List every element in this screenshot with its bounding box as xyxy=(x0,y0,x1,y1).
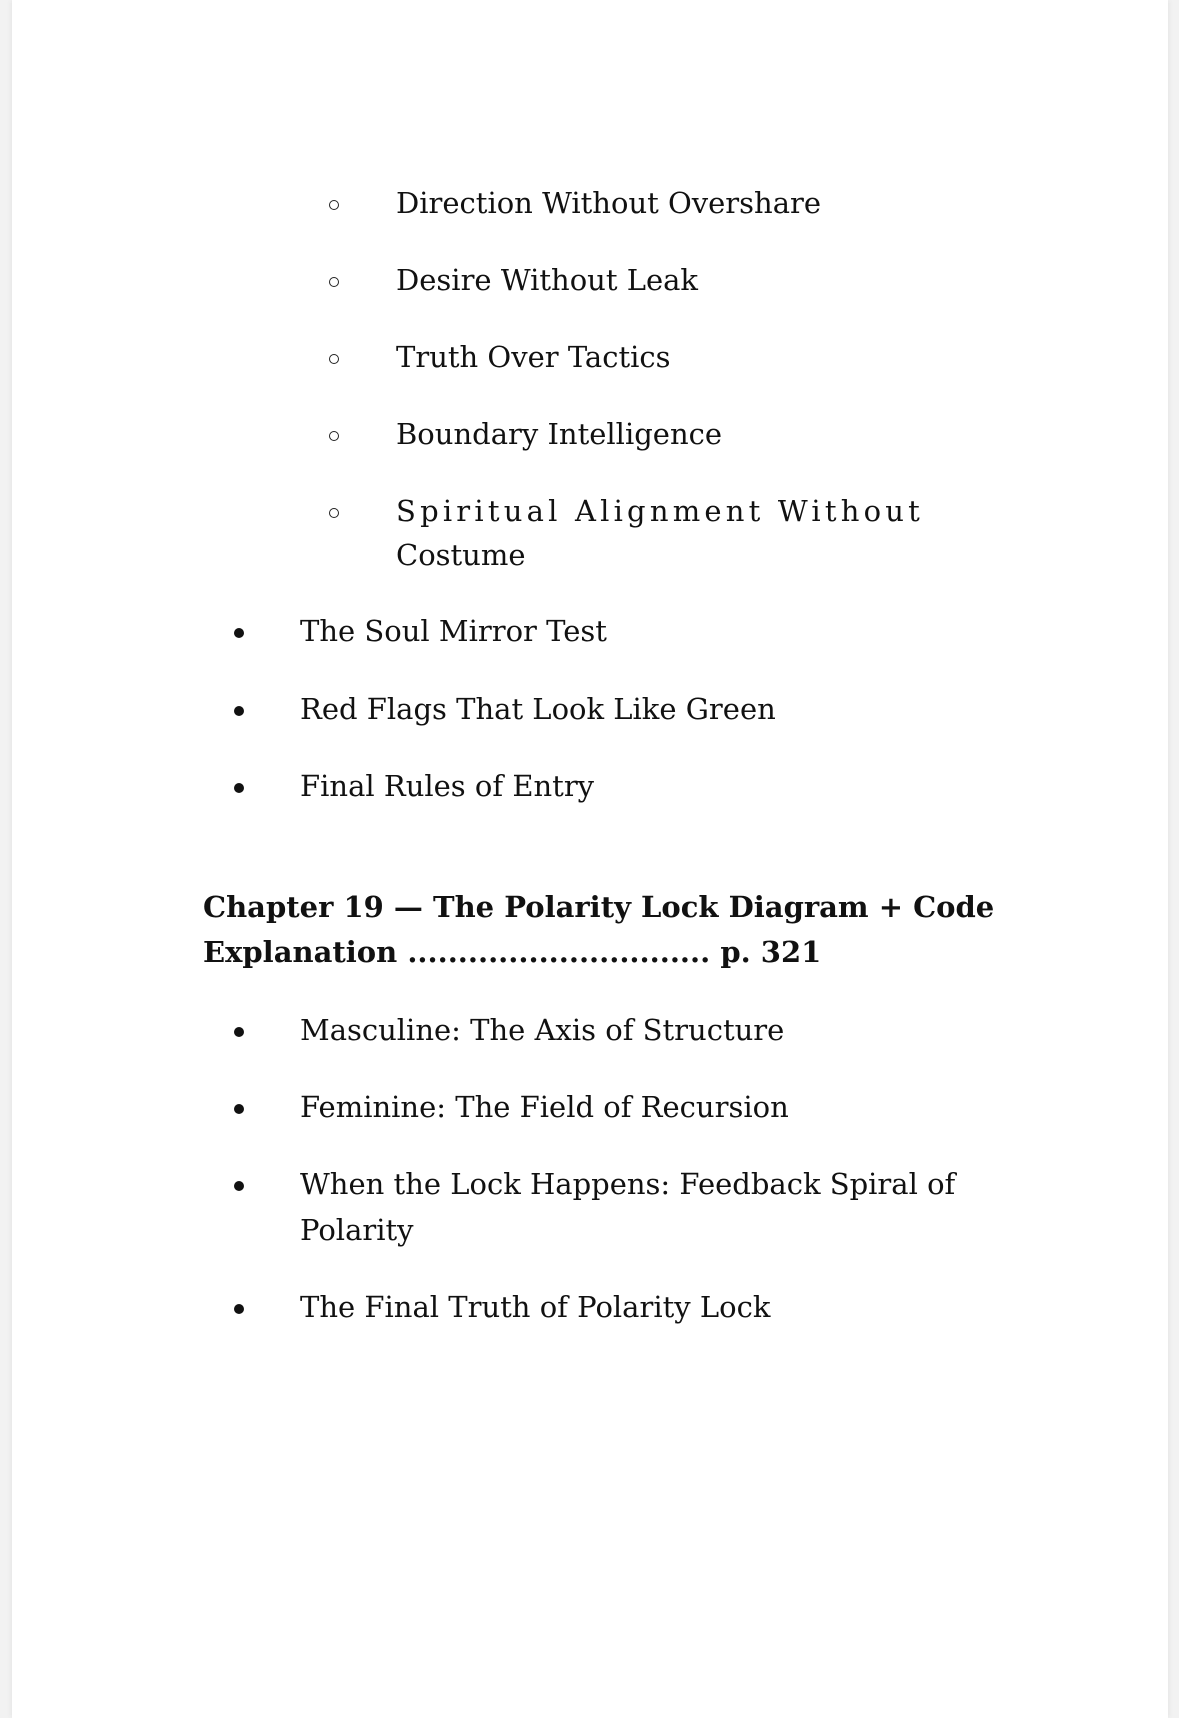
chapter-heading-line-1: Chapter 19 — The Polarity Lock Diagram + Code xyxy=(203,890,995,924)
hollow-bullet-icon xyxy=(329,277,339,287)
sub-list-item: Boundary Intelligence xyxy=(396,417,723,451)
hollow-bullet-icon xyxy=(329,431,339,441)
bullet-icon xyxy=(234,1027,244,1037)
document-page xyxy=(12,0,1168,1718)
toc-leader-dots: .............................. xyxy=(407,935,711,969)
sub-list-item: Direction Without Overshare xyxy=(396,186,822,220)
page-number: p. 321 xyxy=(720,935,822,969)
list-item: Final Rules of Entry xyxy=(300,769,595,803)
bullet-icon xyxy=(234,783,244,793)
bullet-icon xyxy=(234,1181,244,1191)
bullet-icon xyxy=(234,628,244,638)
bullet-icon xyxy=(234,706,244,716)
hollow-bullet-icon xyxy=(329,200,339,210)
list-item: Feminine: The Field of Recursion xyxy=(300,1090,789,1124)
chapter-heading-title: Explanation xyxy=(203,935,398,969)
sub-list-item: Spiritual Alignment Without xyxy=(396,494,924,528)
bullet-icon xyxy=(234,1304,244,1314)
list-item: When the Lock Happens: Feedback Spiral of xyxy=(300,1167,956,1201)
sub-list-item: Truth Over Tactics xyxy=(396,340,671,374)
hollow-bullet-icon xyxy=(329,508,339,518)
sub-list-item: Desire Without Leak xyxy=(396,263,699,297)
chapter-heading-line-2 xyxy=(203,930,821,975)
list-item: The Final Truth of Polarity Lock xyxy=(300,1290,771,1324)
bullet-icon xyxy=(234,1104,244,1114)
list-item: Red Flags That Look Like Green xyxy=(300,692,776,726)
hollow-bullet-icon xyxy=(329,354,339,364)
list-item: The Soul Mirror Test xyxy=(300,614,607,648)
sub-list-item-continuation: Costume xyxy=(396,538,526,572)
list-item-continuation: Polarity xyxy=(300,1213,414,1247)
list-item: Masculine: The Axis of Structure xyxy=(300,1013,785,1047)
